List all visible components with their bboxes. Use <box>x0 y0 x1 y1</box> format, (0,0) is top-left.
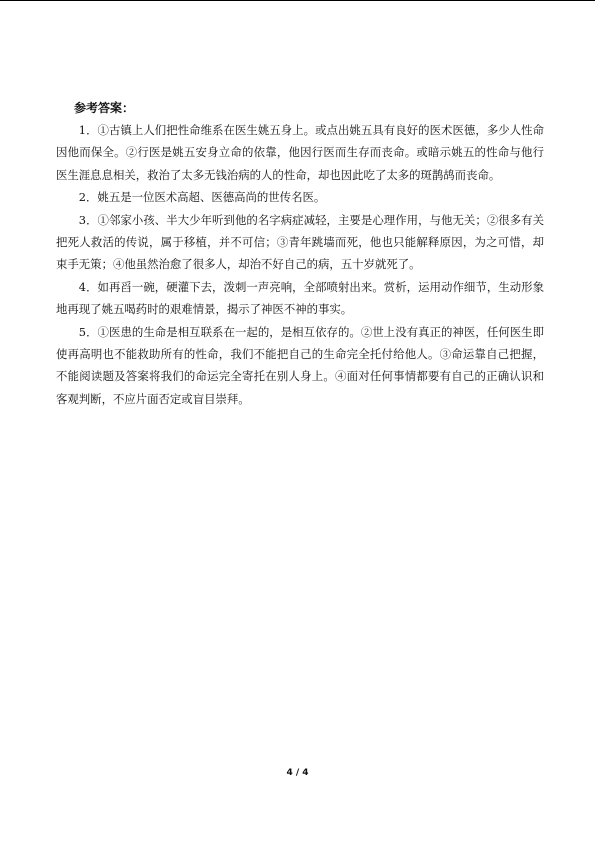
answer-1: 1．①古镇上人们把性命维系在医生姚五身上。或点出姚五具有良好的医术医德，多少人性命因他而保全。②行医是姚五安身立命的依靠，他因行医而生存而丧命。或暗示姚五的性命与他行医生涯息息相关，救治了太多无钱治病的人的性命，却也因此吃了太多的斑鹊鸪而丧命。 <box>56 123 544 182</box>
page-number: 4 / 4 <box>286 768 309 778</box>
header-rule <box>0 0 595 1</box>
answer-3: 3．①邻家小孩、半大少年听到他的名字病症减轻，主要是心理作用，与他无关；②很多有关把死人救活的传说，属于移植，并不可信；③青年跳墙而死，他也只能解释原因，为之可惜，却束手无策；④他虽然治愈了很多人，却治不好自己的病，五十岁就死了。 <box>56 212 544 272</box>
answer-section <box>56 97 544 410</box>
answer-2: 2．姚五是一位医术高超、医德高尚的世传名医。 <box>78 190 326 205</box>
answer-4: 4．如再舀一碗，硬灌下去，泼刺一声亮响，全部喷射出来。赏析，运用动作细节，生动形象地再现了姚五喝药时的艰难情景，揭示了神医不神的事实。 <box>56 279 544 317</box>
answer-heading: 参考答案： <box>74 101 135 115</box>
answer-5: 5．①医患的生命是相互联系在一起的，是相互依存的。②世上没有真正的神医，任何医生即使再高明也不能救助所有的性命，我们不能把自己的生命完全托付给他人。③命运靠自己把握，不能阅读题及答案将我们的命运完全寄托在别人身上。④面对任何事情都要有自己的正确认识和客观判断，不应片面否定或盲目崇拜。 <box>56 324 544 406</box>
